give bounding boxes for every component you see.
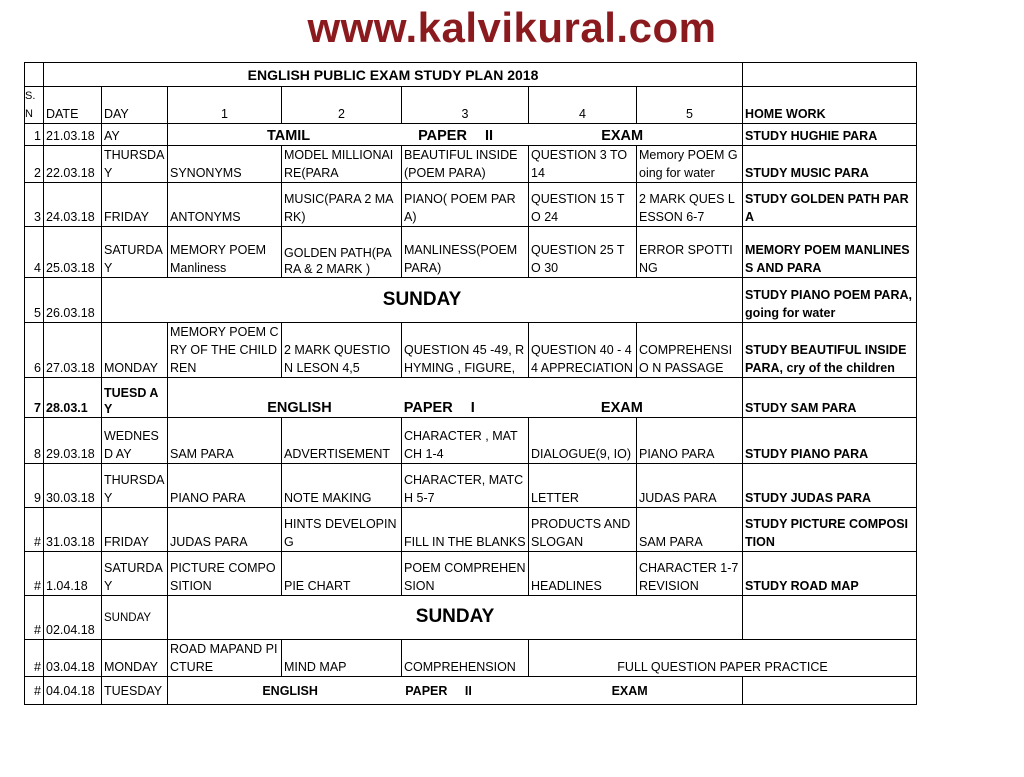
row-cell-4: LETTER xyxy=(529,464,637,508)
row-cell-3: CHARACTER, MATCH 5-7 xyxy=(402,464,529,508)
table-row xyxy=(25,227,917,278)
row-homework: STUDY MUSIC PARA xyxy=(743,146,917,183)
row-homework: STUDY JUDAS PARA xyxy=(743,464,917,508)
table-row xyxy=(25,508,917,552)
row-sn: # xyxy=(25,552,44,596)
row-sn: # xyxy=(25,508,44,552)
row-day: MONDAY xyxy=(102,323,168,378)
row-day: FRIDAY xyxy=(102,183,168,227)
row-exam: TAMIL PAPER II EXAM xyxy=(168,124,743,146)
row-cell-4: QUESTION 15 TO 24 xyxy=(529,183,637,227)
row-sn: 1 xyxy=(25,124,44,146)
row-homework: MEMORY POEM MANLINESS AND PARA xyxy=(743,227,917,278)
row-date: 02.04.18 xyxy=(44,596,102,640)
row-cell-2: NOTE MAKING xyxy=(282,464,402,508)
header-col-4: 4 xyxy=(529,87,637,124)
row-cell-1: SAM PARA xyxy=(168,418,282,464)
row-cell-1: PICTURE COMPOSITION xyxy=(168,552,282,596)
row-cell-2: MIND MAP xyxy=(282,640,402,677)
row-day: SATURDA Y xyxy=(102,552,168,596)
row-sn: 7 xyxy=(25,378,44,418)
table-row xyxy=(25,124,917,146)
row-day: WEDNESD AY xyxy=(102,418,168,464)
row-sn: # xyxy=(25,677,44,705)
row-day: TUESD AY xyxy=(102,378,168,418)
row-cell-1: JUDAS PARA xyxy=(168,508,282,552)
row-sn: 5 xyxy=(25,278,44,323)
row-cell-5: Memory POEM Going for water xyxy=(637,146,743,183)
row-cell-5: JUDAS PARA xyxy=(637,464,743,508)
table-row xyxy=(25,464,917,508)
row-homework: STUDY ROAD MAP xyxy=(743,552,917,596)
row-sn: 8 xyxy=(25,418,44,464)
header-date: DATE xyxy=(44,87,102,124)
row-cell-5: CHARACTER 1-7 REVISION xyxy=(637,552,743,596)
site-watermark: www.kalvikural.com xyxy=(307,4,717,51)
row-homework: STUDY GOLDEN PATH PARA xyxy=(743,183,917,227)
row-day: MONDAY xyxy=(102,640,168,677)
table-row xyxy=(25,278,917,323)
table-row xyxy=(25,183,917,227)
row-day: FRIDAY xyxy=(102,508,168,552)
table-row xyxy=(25,552,917,596)
row-sn: 2 xyxy=(25,146,44,183)
row-cell-1: MEMORY POEM Manliness xyxy=(168,227,282,278)
title-corner xyxy=(25,63,44,87)
row-cell-5: ERROR SPOTTING xyxy=(637,227,743,278)
row-date: 29.03.18 xyxy=(44,418,102,464)
row-cell-2: MODEL MILLIONAIRE(PARA xyxy=(282,146,402,183)
row-cell-1: PIANO PARA xyxy=(168,464,282,508)
row-date: 27.03.18 xyxy=(44,323,102,378)
row-homework: STUDY HUGHIE PARA xyxy=(743,124,917,146)
row-homework: STUDY BEAUTIFUL INSIDE PARA, cry of the children xyxy=(743,323,917,378)
row-cell-2: MUSIC(PARA 2 MARK) xyxy=(282,183,402,227)
row-date: 31.03.18 xyxy=(44,508,102,552)
row-cell-3: BEAUTIFUL INSIDE(POEM PARA) xyxy=(402,146,529,183)
row-day: SUNDAY xyxy=(102,596,168,640)
row-cell-2: HINTS DEVELOPING xyxy=(282,508,402,552)
row-cell-3: FILL IN THE BLANKS xyxy=(402,508,529,552)
row-sn: 3 xyxy=(25,183,44,227)
row-cell-2: ADVERTISEMENT xyxy=(282,418,402,464)
table-row xyxy=(25,323,917,378)
table-row xyxy=(25,378,917,418)
row-date: 28.03.1 xyxy=(44,378,102,418)
row-cell-3: CHARACTER , MATCH 1-4 xyxy=(402,418,529,464)
row-cell-4: HEADLINES xyxy=(529,552,637,596)
header-col-3: 3 xyxy=(402,87,529,124)
header-homework: HOME WORK xyxy=(743,87,917,124)
row-cell-2: GOLDEN PATH(PARA & 2 MARK ) xyxy=(282,227,402,278)
row-date: 30.03.18 xyxy=(44,464,102,508)
table-row xyxy=(25,418,917,464)
row-cell-3: PIANO( POEM PARA) xyxy=(402,183,529,227)
row-cell-4: DIALOGUE(9, IO) xyxy=(529,418,637,464)
table-row xyxy=(25,146,917,183)
row-homework: STUDY PIANO PARA xyxy=(743,418,917,464)
row-homework: STUDY PICTURE COMPOSITION xyxy=(743,508,917,552)
row-cell-5: 2 MARK QUES LESSON 6-7 xyxy=(637,183,743,227)
table-row xyxy=(25,677,917,705)
header-sn: S.N xyxy=(25,87,44,124)
row-cell-2: 2 MARK QUESTION LESON 4,5 xyxy=(282,323,402,378)
row-merged: SUNDAY xyxy=(102,278,743,323)
row-cell-2: PIE CHART xyxy=(282,552,402,596)
row-cell-1: MEMORY POEM CRY OF THE CHILDREN xyxy=(168,323,282,378)
row-exam: ENGLISH PAPER II EXAM xyxy=(168,677,743,705)
table-row xyxy=(25,596,917,640)
row-homework: STUDY SAM PARA xyxy=(743,378,917,418)
row-sn: # xyxy=(25,596,44,640)
study-plan-table xyxy=(24,62,917,705)
row-date: 21.03.18 xyxy=(44,124,102,146)
row-day: AY xyxy=(102,124,168,146)
row-cell-3: MANLINESS(POEM PARA) xyxy=(402,227,529,278)
row-cell-5: PIANO PARA xyxy=(637,418,743,464)
row-cell-4: QUESTION 40 - 44 APPRECIATION xyxy=(529,323,637,378)
row-day: THURSDA Y xyxy=(102,464,168,508)
row-merged: SUNDAY xyxy=(168,596,743,640)
row-date: 22.03.18 xyxy=(44,146,102,183)
row-sn: 9 xyxy=(25,464,44,508)
table-title: ENGLISH PUBLIC EXAM STUDY PLAN 2018 xyxy=(44,63,743,87)
row-cell-4: PRODUCTS AND SLOGAN xyxy=(529,508,637,552)
row-date: 03.04.18 xyxy=(44,640,102,677)
row-day: THURSDA Y xyxy=(102,146,168,183)
row-sn: # xyxy=(25,640,44,677)
row-homework: STUDY PIANO POEM PARA, going for water xyxy=(743,278,917,323)
row-exam: ENGLISH PAPER I EXAM xyxy=(168,378,743,418)
row-cell-3: COMPREHENSION xyxy=(402,640,529,677)
row-cell-3: QUESTION 45 -49, RHYMING , FIGURE, xyxy=(402,323,529,378)
row-date: 04.04.18 xyxy=(44,677,102,705)
row-homework-empty xyxy=(743,677,917,705)
row-sn: 6 xyxy=(25,323,44,378)
row-date: 26.03.18 xyxy=(44,278,102,323)
row-cell-full-practice: FULL QUESTION PAPER PRACTICE xyxy=(529,640,917,677)
header-col-2: 2 xyxy=(282,87,402,124)
row-cell-5: SAM PARA xyxy=(637,508,743,552)
row-date: 1.04.18 xyxy=(44,552,102,596)
row-sn: 4 xyxy=(25,227,44,278)
row-date: 24.03.18 xyxy=(44,183,102,227)
title-blank xyxy=(743,63,917,87)
row-cell-3: POEM COMPREHENSION xyxy=(402,552,529,596)
header-day: DAY xyxy=(102,87,168,124)
row-homework-empty xyxy=(743,596,917,640)
row-cell-4: QUESTION 25 TO 30 xyxy=(529,227,637,278)
row-cell-1: ANTONYMS xyxy=(168,183,282,227)
row-day: TUESDAY xyxy=(102,677,168,705)
row-cell-4: QUESTION 3 TO 14 xyxy=(529,146,637,183)
row-cell-5: COMPREHENSIO N PASSAGE xyxy=(637,323,743,378)
row-date: 25.03.18 xyxy=(44,227,102,278)
header-col-1: 1 xyxy=(168,87,282,124)
row-cell-1: SYNONYMS xyxy=(168,146,282,183)
row-day: SATURDA Y xyxy=(102,227,168,278)
row-cell-1: ROAD MAPAND PICTURE xyxy=(168,640,282,677)
table-row xyxy=(25,640,917,677)
header-col-5: 5 xyxy=(637,87,743,124)
